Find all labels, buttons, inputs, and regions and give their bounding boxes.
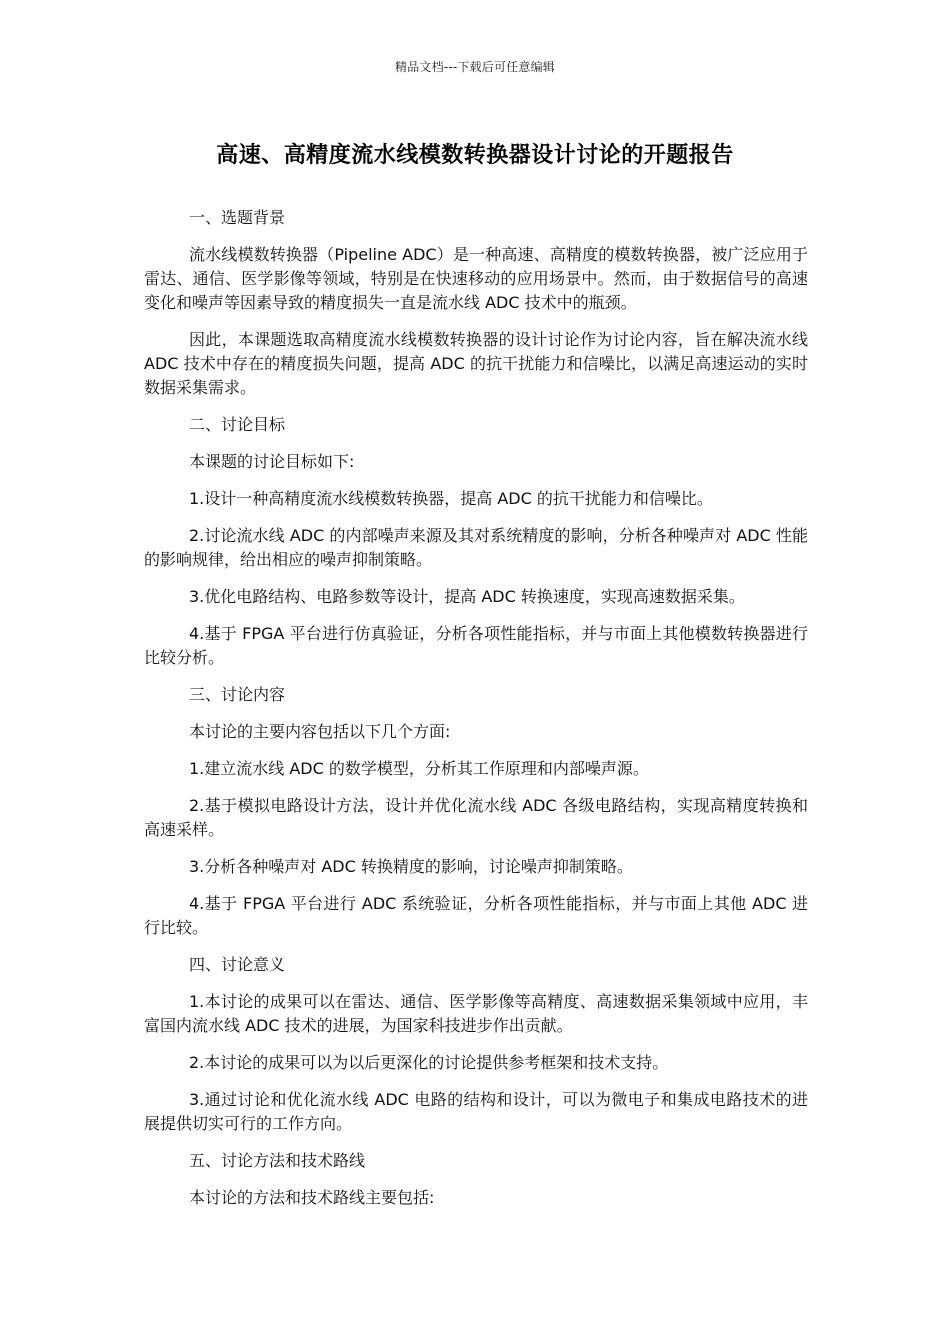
content-item-3: 3.分析各种噪声对 ADC 转换精度的影响，讨论噪声抑制策略。 (189, 857, 633, 876)
goal-item-3: 3.优化电路结构、电路参数等设计，提高 ADC 转换速度，实现高速数据采集。 (189, 587, 745, 606)
paragraph-background-1: 流水线模数转换器（Pipeline ADC）是一种高速、高精度的模数转换器，被广泛应用于雷达、通信、医学影像等领域，特别是在快速移动的应用场景中。然而，由于数据信号的高速变化和噪声等因素导致的精度损失一直是流水线 ADC 技术中的瓶颈。 (144, 245, 808, 312)
significance-item-2: 2.本讨论的成果可以为以后更深化的讨论提供参考框架和技术支持。 (189, 1053, 669, 1072)
significance-item-3: 3.通过讨论和优化流水线 ADC 电路的结构和设计，可以为微电子和集成电路技术的进展提供切实可行的工作方向。 (144, 1090, 808, 1133)
paragraph-background-2: 因此，本课题选取高精度流水线模数转换器的设计讨论作为讨论内容，旨在解决流水线 ADC 技术中存在的精度损失问题，提高 ADC 的抗干扰能力和信噪比，以满足高速运动的实时数据采集需求。 (144, 330, 808, 397)
goal-item-1: 1.设计一种高精度流水线模数转换器，提高 ADC 的抗干扰能力和信噪比。 (189, 489, 713, 508)
header-note: 精品文档---下载后可任意编辑 (395, 60, 555, 74)
section-heading-content: 三、讨论内容 (189, 685, 286, 704)
section-heading-goals: 二、讨论目标 (189, 415, 286, 434)
content-item-4: 4.基于 FPGA 平台进行 ADC 系统验证，分析各项性能指标，并与市面上其他 ADC 进行比较。 (144, 894, 808, 937)
paragraph-goals-intro: 本课题的讨论目标如下: (189, 452, 355, 471)
section-heading-background: 一、选题背景 (189, 208, 286, 227)
paragraph-methods-intro: 本讨论的方法和技术路线主要包括: (189, 1188, 435, 1207)
section-heading-methods: 五、讨论方法和技术路线 (189, 1151, 366, 1170)
content-item-2: 2.基于模拟电路设计方法，设计并优化流水线 ADC 各级电路结构，实现高精度转换和高速采样。 (144, 796, 808, 839)
paragraph-content-intro: 本讨论的主要内容包括以下几个方面: (189, 722, 451, 741)
section-heading-significance: 四、讨论意义 (189, 955, 286, 974)
document-title: 高速、高精度流水线模数转换器设计讨论的开题报告 (216, 143, 734, 168)
goal-item-2: 2.讨论流水线 ADC 的内部噪声来源及其对系统精度的影响，分析各种噪声对 ADC 性能的影响规律，给出相应的噪声抑制策略。 (144, 526, 808, 569)
goal-item-4: 4.基于 FPGA 平台进行仿真验证，分析各项性能指标，并与市面上其他模数转换器进行比较分析。 (144, 624, 808, 667)
content-item-1: 1.建立流水线 ADC 的数学模型，分析其工作原理和内部噪声源。 (189, 759, 649, 778)
significance-item-1: 1.本讨论的成果可以在雷达、通信、医学影像等高精度、高速数据采集领域中应用，丰富国内流水线 ADC 技术的进展，为国家科技进步作出贡献。 (144, 992, 808, 1035)
document-body (144, 206, 808, 1223)
